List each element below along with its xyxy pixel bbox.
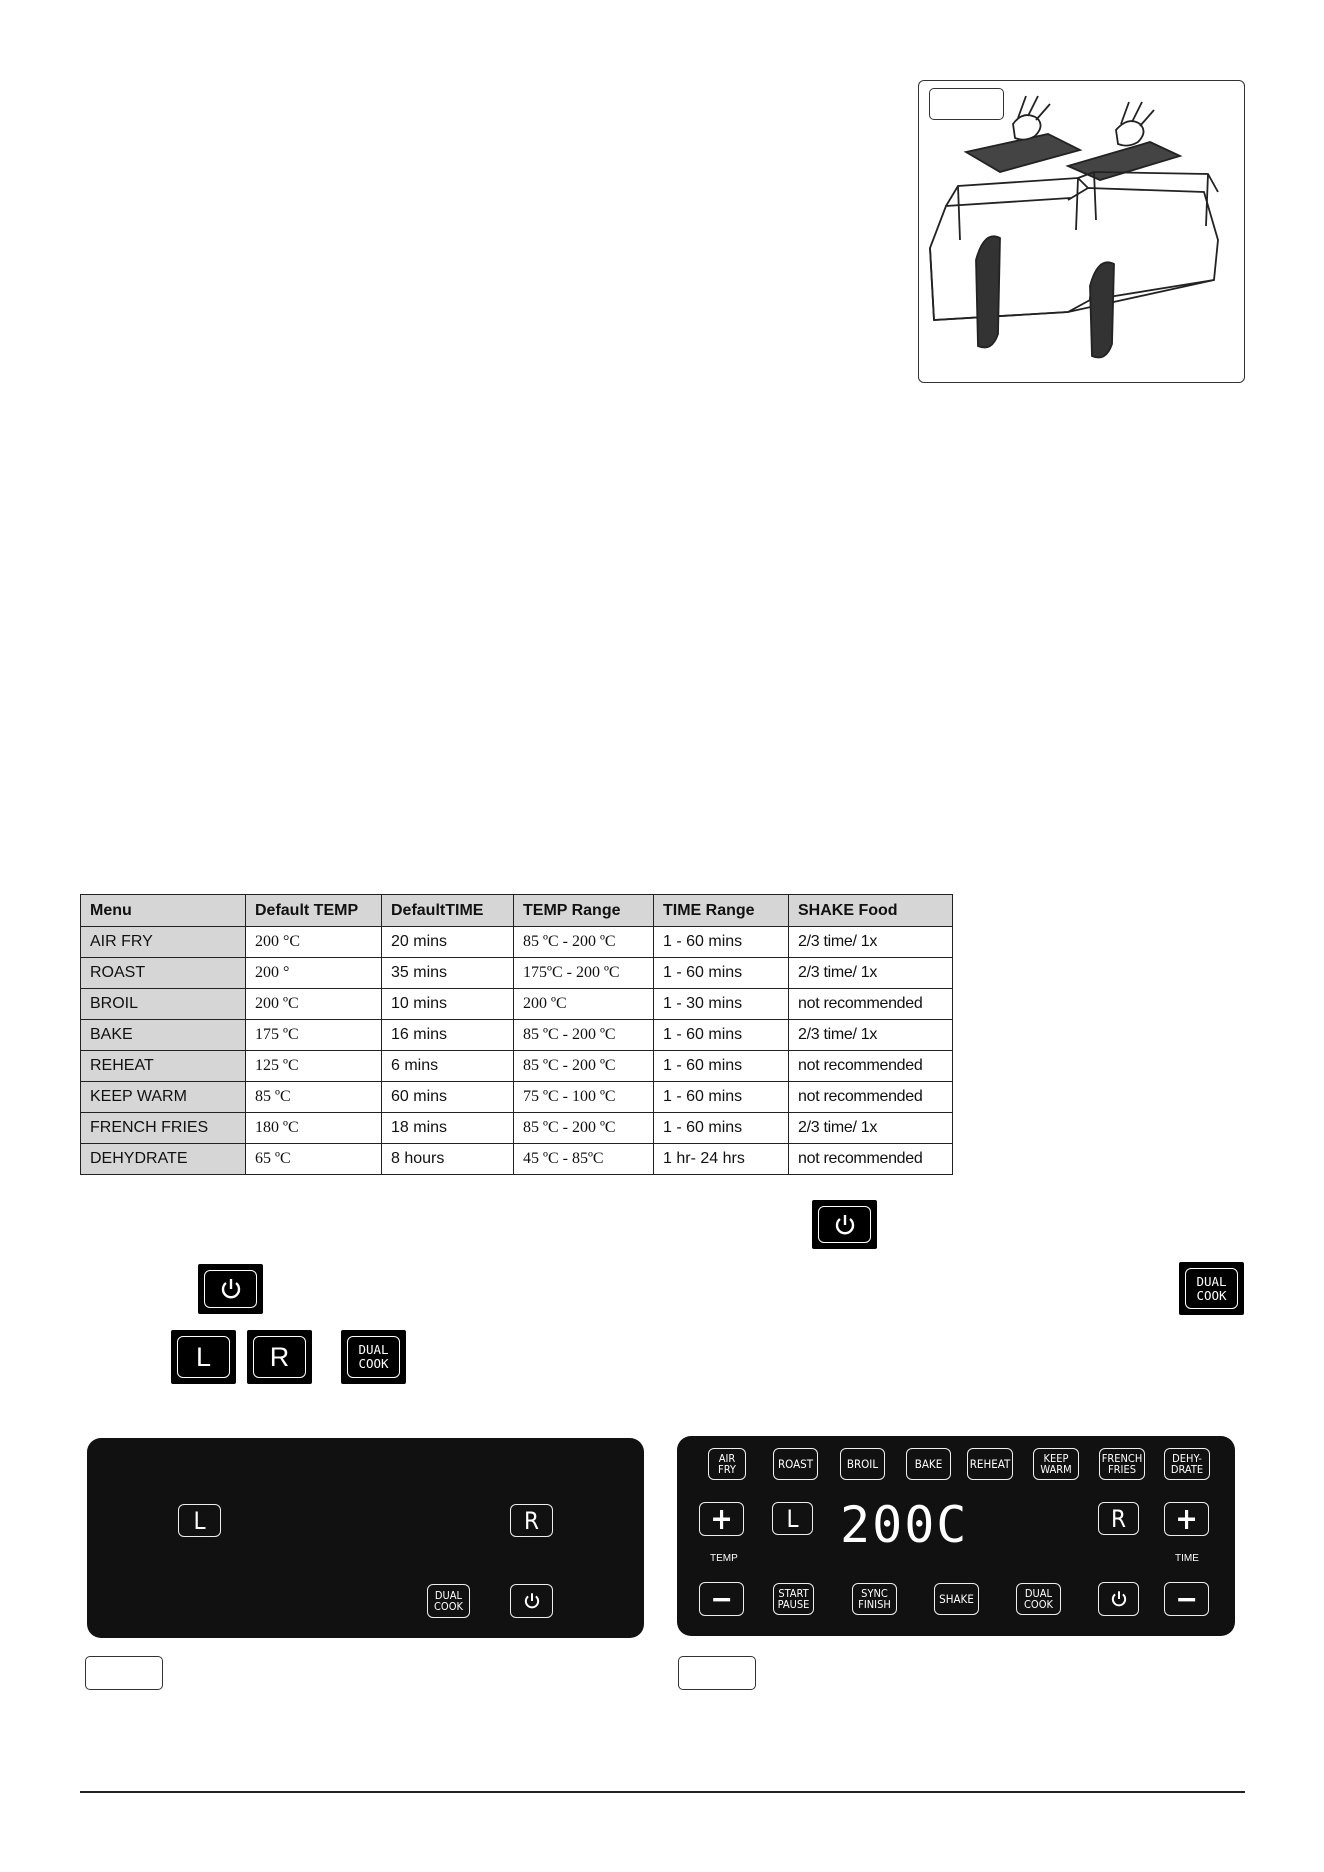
temp-range: 175ºC - 200 ºC [514,958,654,989]
dual-cook-key-icon: DUAL COOK [1179,1262,1244,1315]
control-panel-left [87,1438,644,1638]
power-icon [522,1591,542,1611]
start-pause-button[interactable]: START PAUSE [773,1583,814,1615]
power-button[interactable] [510,1584,553,1618]
col-header-temp-range: TEMP Range [514,895,654,927]
power-key-icon [198,1264,263,1314]
preset-broil-button[interactable]: BROIL [840,1448,885,1480]
shake-button[interactable]: SHAKE [934,1583,979,1615]
table-header-row [81,895,953,927]
power-key-icon [812,1200,877,1249]
basket-illustration [918,80,1245,383]
left-basket-button[interactable]: L [772,1502,813,1535]
menu-name: REHEAT [81,1051,246,1082]
table-row [81,1144,953,1175]
menu-name: DEHYDRATE [81,1144,246,1175]
table-row [81,1051,953,1082]
default-temp: 125 ºC [246,1051,382,1082]
shake-food: 2/3 time/ 1x [789,1020,953,1051]
menu-name: BROIL [81,989,246,1020]
default-temp: 180 ºC [246,1113,382,1144]
left-key-icon: L [171,1330,236,1384]
control-panel-right [677,1436,1235,1636]
preset-roast-button[interactable]: ROAST [773,1448,818,1480]
default-time: 20 mins [382,927,514,958]
shake-food: not recommended [789,989,953,1020]
footer-divider [80,1791,1245,1793]
preset-reheat-button[interactable]: REHEAT [967,1448,1013,1480]
menu-name: ROAST [81,958,246,989]
shake-food: 2/3 time/ 1x [789,927,953,958]
table-row [81,989,953,1020]
right-basket-button[interactable]: R [510,1504,553,1537]
menu-name: BAKE [81,1020,246,1051]
default-time: 16 mins [382,1020,514,1051]
left-basket-button[interactable]: L [178,1504,221,1537]
temp-plus-button[interactable]: + [699,1502,744,1536]
default-temp: 175 ºC [246,1020,382,1051]
preset-dehydrate-button[interactable]: DEHY- DRATE [1164,1448,1210,1480]
preset-air-fry-button[interactable]: AIR FRY [708,1448,746,1480]
menu-name: KEEP WARM [81,1082,246,1113]
default-time: 35 mins [382,958,514,989]
shake-food: not recommended [789,1051,953,1082]
time-plus-button[interactable]: + [1164,1502,1209,1536]
dual-cook-button[interactable]: DUAL COOK [1016,1583,1061,1615]
time-minus-button[interactable]: − [1164,1582,1209,1616]
preset-keep-warm-button[interactable]: KEEP WARM [1033,1448,1079,1480]
default-temp: 200 °C [246,927,382,958]
col-header-shake-food: SHAKE Food [789,895,953,927]
power-icon [1109,1589,1129,1609]
temp-range: 85 ºC - 200 ºC [514,1020,654,1051]
default-time: 8 hours [382,1144,514,1175]
time-range: 1 - 30 mins [654,989,789,1020]
dual-cook-button[interactable]: DUAL COOK [427,1584,470,1618]
temp-range: 85 ºC - 200 ºC [514,927,654,958]
figure-label-box [678,1656,756,1690]
shake-food: not recommended [789,1082,953,1113]
table-row [81,958,953,989]
default-time: 60 mins [382,1082,514,1113]
col-header-default-time: DefaultTIME [382,895,514,927]
default-temp: 200 ° [246,958,382,989]
default-time: 10 mins [382,989,514,1020]
col-header-time-range: TIME Range [654,895,789,927]
menu-settings-table [80,894,953,1175]
time-range: 1 - 60 mins [654,1020,789,1051]
time-range: 1 - 60 mins [654,958,789,989]
temp-minus-button[interactable]: − [699,1582,744,1616]
default-time: 6 mins [382,1051,514,1082]
default-temp: 85 ºC [246,1082,382,1113]
temperature-display: 200C [840,1496,969,1554]
time-range: 1 - 60 mins [654,1051,789,1082]
preset-french-fries-button[interactable]: FRENCH FRIES [1099,1448,1145,1480]
temp-range: 85 ºC - 200 ºC [514,1051,654,1082]
default-time: 18 mins [382,1113,514,1144]
menu-name: FRENCH FRIES [81,1113,246,1144]
time-range: 1 - 60 mins [654,927,789,958]
figure-label-box [85,1656,163,1690]
right-basket-button[interactable]: R [1098,1502,1139,1535]
table-row [81,1020,953,1051]
col-header-menu: Menu [81,895,246,927]
default-temp: 65 ºC [246,1144,382,1175]
table-row [81,1082,953,1113]
time-range: 1 hr- 24 hrs [654,1144,789,1175]
dual-cook-key-icon: DUAL COOK [341,1330,406,1384]
shake-food: not recommended [789,1144,953,1175]
menu-name: AIR FRY [81,927,246,958]
temp-range: 200 ºC [514,989,654,1020]
col-header-default-temp: Default TEMP [246,895,382,927]
right-key-icon: R [247,1330,312,1384]
power-icon [218,1276,244,1302]
shake-food: 2/3 time/ 1x [789,1113,953,1144]
table-row [81,927,953,958]
time-range: 1 - 60 mins [654,1113,789,1144]
default-temp: 200 ºC [246,989,382,1020]
sync-finish-button[interactable]: SYNC FINISH [852,1583,897,1615]
table-row [81,1113,953,1144]
temp-label: TEMP [710,1553,738,1564]
temp-range: 85 ºC - 200 ºC [514,1113,654,1144]
time-range: 1 - 60 mins [654,1082,789,1113]
power-icon [832,1212,858,1238]
shake-food: 2/3 time/ 1x [789,958,953,989]
time-label: TIME [1175,1553,1199,1564]
temp-range: 75 ºC - 100 ºC [514,1082,654,1113]
temp-range: 45 ºC - 85ºC [514,1144,654,1175]
power-button[interactable] [1098,1582,1139,1616]
preset-bake-button[interactable]: BAKE [906,1448,951,1480]
